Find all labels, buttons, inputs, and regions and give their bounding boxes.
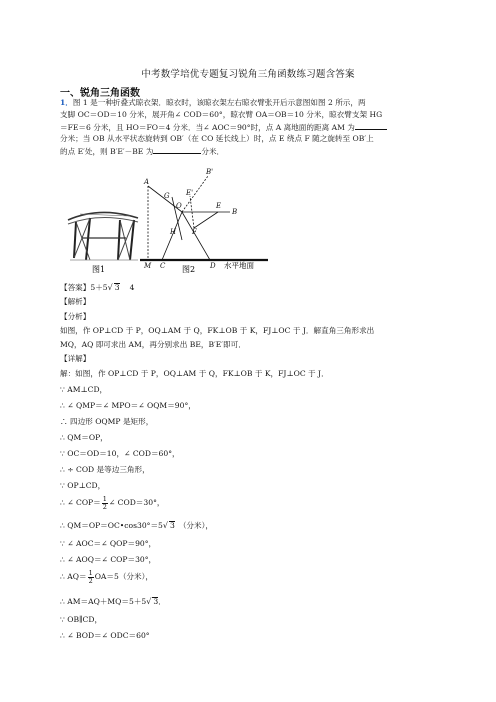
label-o: O <box>176 202 182 210</box>
solution-line-15: ∵ OB∥CD， <box>60 615 103 624</box>
fenxi-line-1: 如图，作 OP⊥CD 于 P，OQ⊥AM 于 Q，FK⊥OB 于 K，FJ⊥OC 于 J．解直角三角形求出 <box>60 326 375 335</box>
figure-1-label: 图1 <box>92 265 106 274</box>
solution-line-5: ∴ QM＝OP， <box>60 433 108 442</box>
solution-line-16: ∴ ∠ BOD＝∠ ODC＝60° <box>60 631 150 640</box>
label-e: E <box>216 202 222 210</box>
figure-2-label: 图2 <box>182 265 196 274</box>
figure-area <box>60 162 280 280</box>
solution-line-9: ∴ ∠ COP＝ $\frac{1}{2}$ ∠ COD＝30°， <box>60 494 165 511</box>
question-line-4: 分米；当 OB 从水平状态旋转到 OB′（在 CO 延长线上）时，点 E 绕点 F 随之旋转至 OB′上 <box>60 134 374 143</box>
fraction-half: $\frac{1}{2}$ <box>102 494 107 511</box>
label-g: G <box>164 192 170 200</box>
label-e-prime: E' <box>186 189 194 197</box>
answer-blank-1 <box>355 121 387 130</box>
xiangjie-tag: 【详解】 <box>60 354 91 363</box>
label-d: D <box>210 262 216 270</box>
ground-label: 水平地面 <box>224 261 254 270</box>
solution-line-13: ∴ AQ＝ $\frac{1}{2}$ OA＝5（分米）， <box>60 568 154 585</box>
document-title: 中考数学培优专题复习锐角三角函数练习题含答案 <box>141 69 355 80</box>
solution-line-14: ∴ AM＝AQ＋MQ＝5＋5√ 3． <box>60 597 166 606</box>
solution-line-12: ∴ ∠ AOQ＝∠ COP＝30°， <box>60 555 157 564</box>
solution-line-6: ∵ OC＝OD＝10，∠ COD＝60°， <box>60 449 180 458</box>
solution-line-7: ∴ ÷ COD 是等边三角形， <box>60 465 150 474</box>
drying-rack-figure <box>68 212 138 274</box>
question-number: 1． <box>60 98 73 107</box>
label-m: M <box>144 262 152 270</box>
label-h: H <box>170 228 177 236</box>
answer-line: 【答案】5＋5√ 3 4 <box>60 283 135 292</box>
solution-line-4: ∴ 四边形 OQMP 是矩形， <box>60 417 154 426</box>
solution-line-2: ∵ AM⊥CD， <box>60 385 108 394</box>
label-a: A <box>144 178 150 186</box>
fenxi-tag: 【分析】 <box>60 312 91 321</box>
label-c: C <box>160 262 166 270</box>
question-line-5: 的点 E′处，则 B′E′－BE 为 分米． <box>60 147 225 156</box>
question-line-1: 1．图 1 是一种折叠式晾衣架．晾衣时，该晾衣架左右晾衣臂张开后示意图如图 2 所示，两 <box>60 98 366 107</box>
fenxi-line-2: MQ，AQ 即可求出 AM，再分别求出 BE，B′E′即可． <box>60 340 246 349</box>
leg-oc <box>162 212 182 260</box>
answer-blank-2 <box>153 145 201 154</box>
question-line-2: 支脚 OC＝OD＝10 分米，展开角∠ COD＝60°，晾衣臂 OA＝OB＝10 分米，晾衣臂支架 HG <box>60 110 383 119</box>
solution-line-11: ∵ ∠ AOC＝∠ QOP＝90°， <box>60 539 157 548</box>
support-fe <box>194 212 218 228</box>
solution-line-1: 解：如图，作 OP⊥CD 于 P，OQ⊥AM 于 Q，FK⊥OB 于 K，FJ⊥OC 于 J． <box>60 369 329 378</box>
solution-line-10: ∴ QM＝OP＝OC•cos30°＝5√ 3 （分米）， <box>60 521 214 530</box>
solution-line-3: ∴ ∠ QMP＝∠ MPO＝∠ OQM＝90°， <box>60 401 196 410</box>
fraction-half-2: $\frac{1}{2}$ <box>88 568 93 585</box>
leg-od <box>182 212 210 260</box>
solution-line-8: ∵ OP⊥CD， <box>60 481 106 490</box>
label-b: B <box>232 208 238 216</box>
label-b-prime: B' <box>206 168 214 176</box>
jiexi-tag: 【解析】 <box>60 297 91 306</box>
geometry-diagram <box>140 176 268 260</box>
section-heading: 一、锐角三角函数 <box>60 88 140 99</box>
question-line-3: ＝FE＝6 分米，且 HO＝FO＝4 分米．当∠ AOC＝90°时，点 A 离地面的距离 AM 为 <box>60 121 387 134</box>
label-f: F <box>192 228 197 236</box>
